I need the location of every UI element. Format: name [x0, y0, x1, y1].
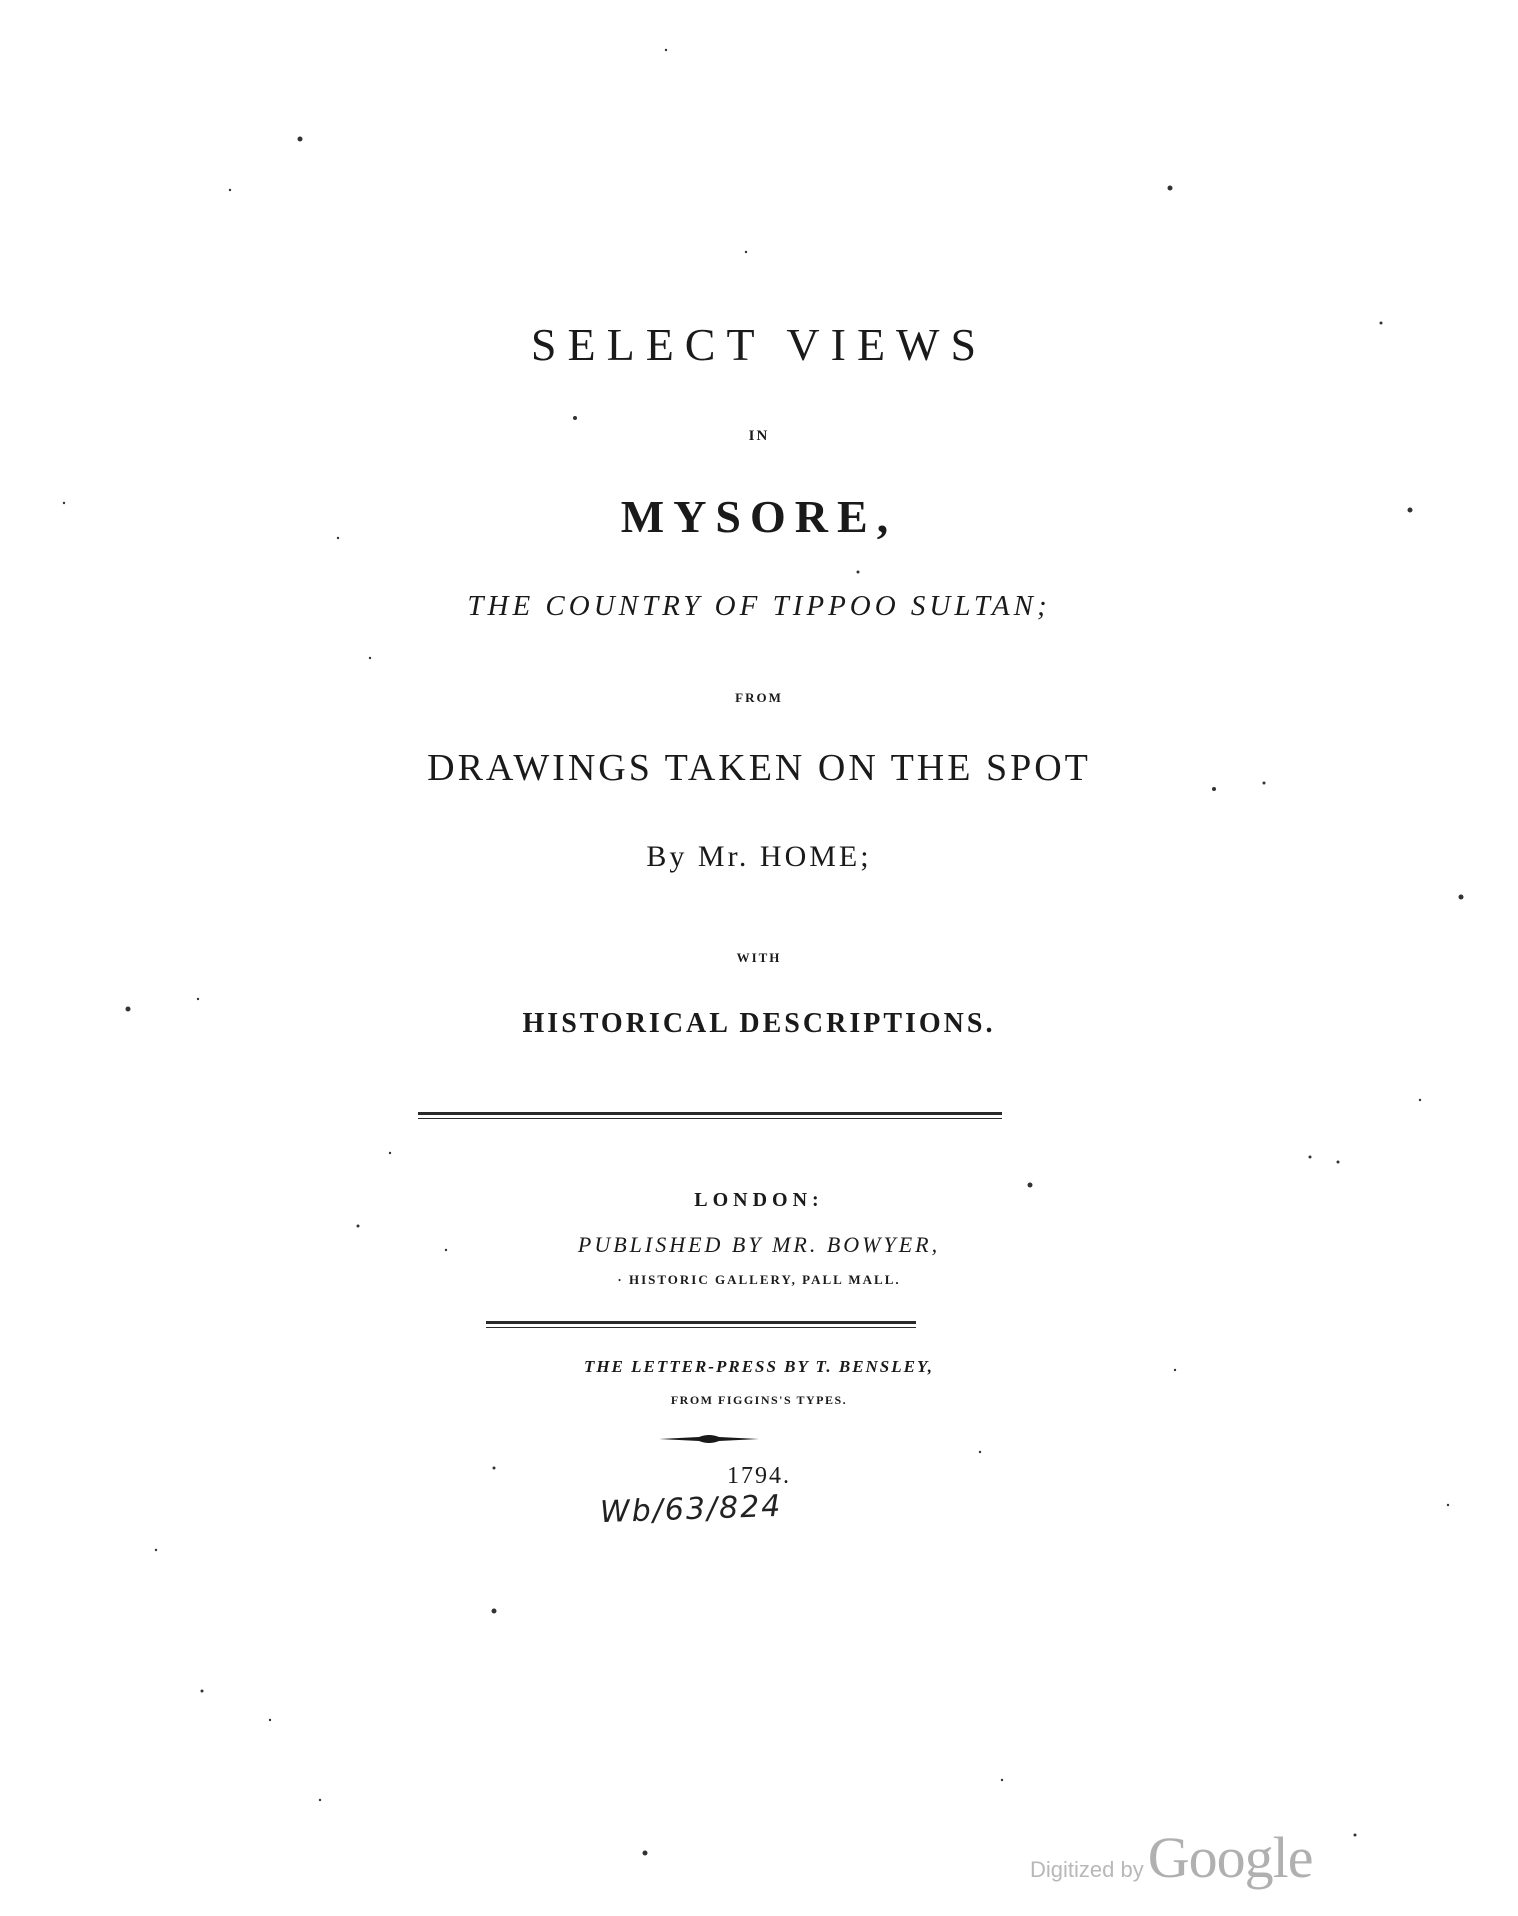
double-rule-divider [486, 1321, 916, 1328]
imprint-address: · HISTORIC GALLERY, PALL MALL. [617, 1272, 901, 1287]
book-title: SELECT VIEWS [530, 319, 988, 370]
imprint-printer: THE LETTER-PRESS BY T. BENSLEY, [583, 1357, 935, 1376]
watermark-digitized-label: Digitized by [1030, 1857, 1144, 1882]
title-connector-with: WITH [736, 950, 782, 965]
handwritten-shelfmark: Wb/63/824 [599, 1488, 783, 1531]
title-connector-from: FROM [735, 690, 783, 705]
google-logo: Google [1147, 1825, 1313, 1890]
ornament-dash [659, 1432, 759, 1446]
double-rule-divider [418, 1112, 1002, 1119]
google-watermark [1030, 1824, 1312, 1891]
title-drawings: DRAWINGS TAKEN ON THE SPOT [427, 747, 1091, 789]
title-subtitle: THE COUNTRY OF TIPPOO SULTAN; [467, 590, 1051, 622]
title-descriptions: HISTORICAL DESCRIPTIONS. [522, 1008, 996, 1039]
imprint-city: LONDON: [694, 1189, 824, 1211]
imprint-year: 1794. [727, 1463, 791, 1489]
imprint-publisher: PUBLISHED BY MR. BOWYER, [577, 1232, 941, 1257]
imprint-types: FROM FIGGINS'S TYPES. [670, 1393, 848, 1407]
title-place: MYSORE, [620, 491, 898, 542]
title-author: By Mr. HOME; [646, 840, 872, 873]
title-connector-in: IN [748, 428, 770, 444]
